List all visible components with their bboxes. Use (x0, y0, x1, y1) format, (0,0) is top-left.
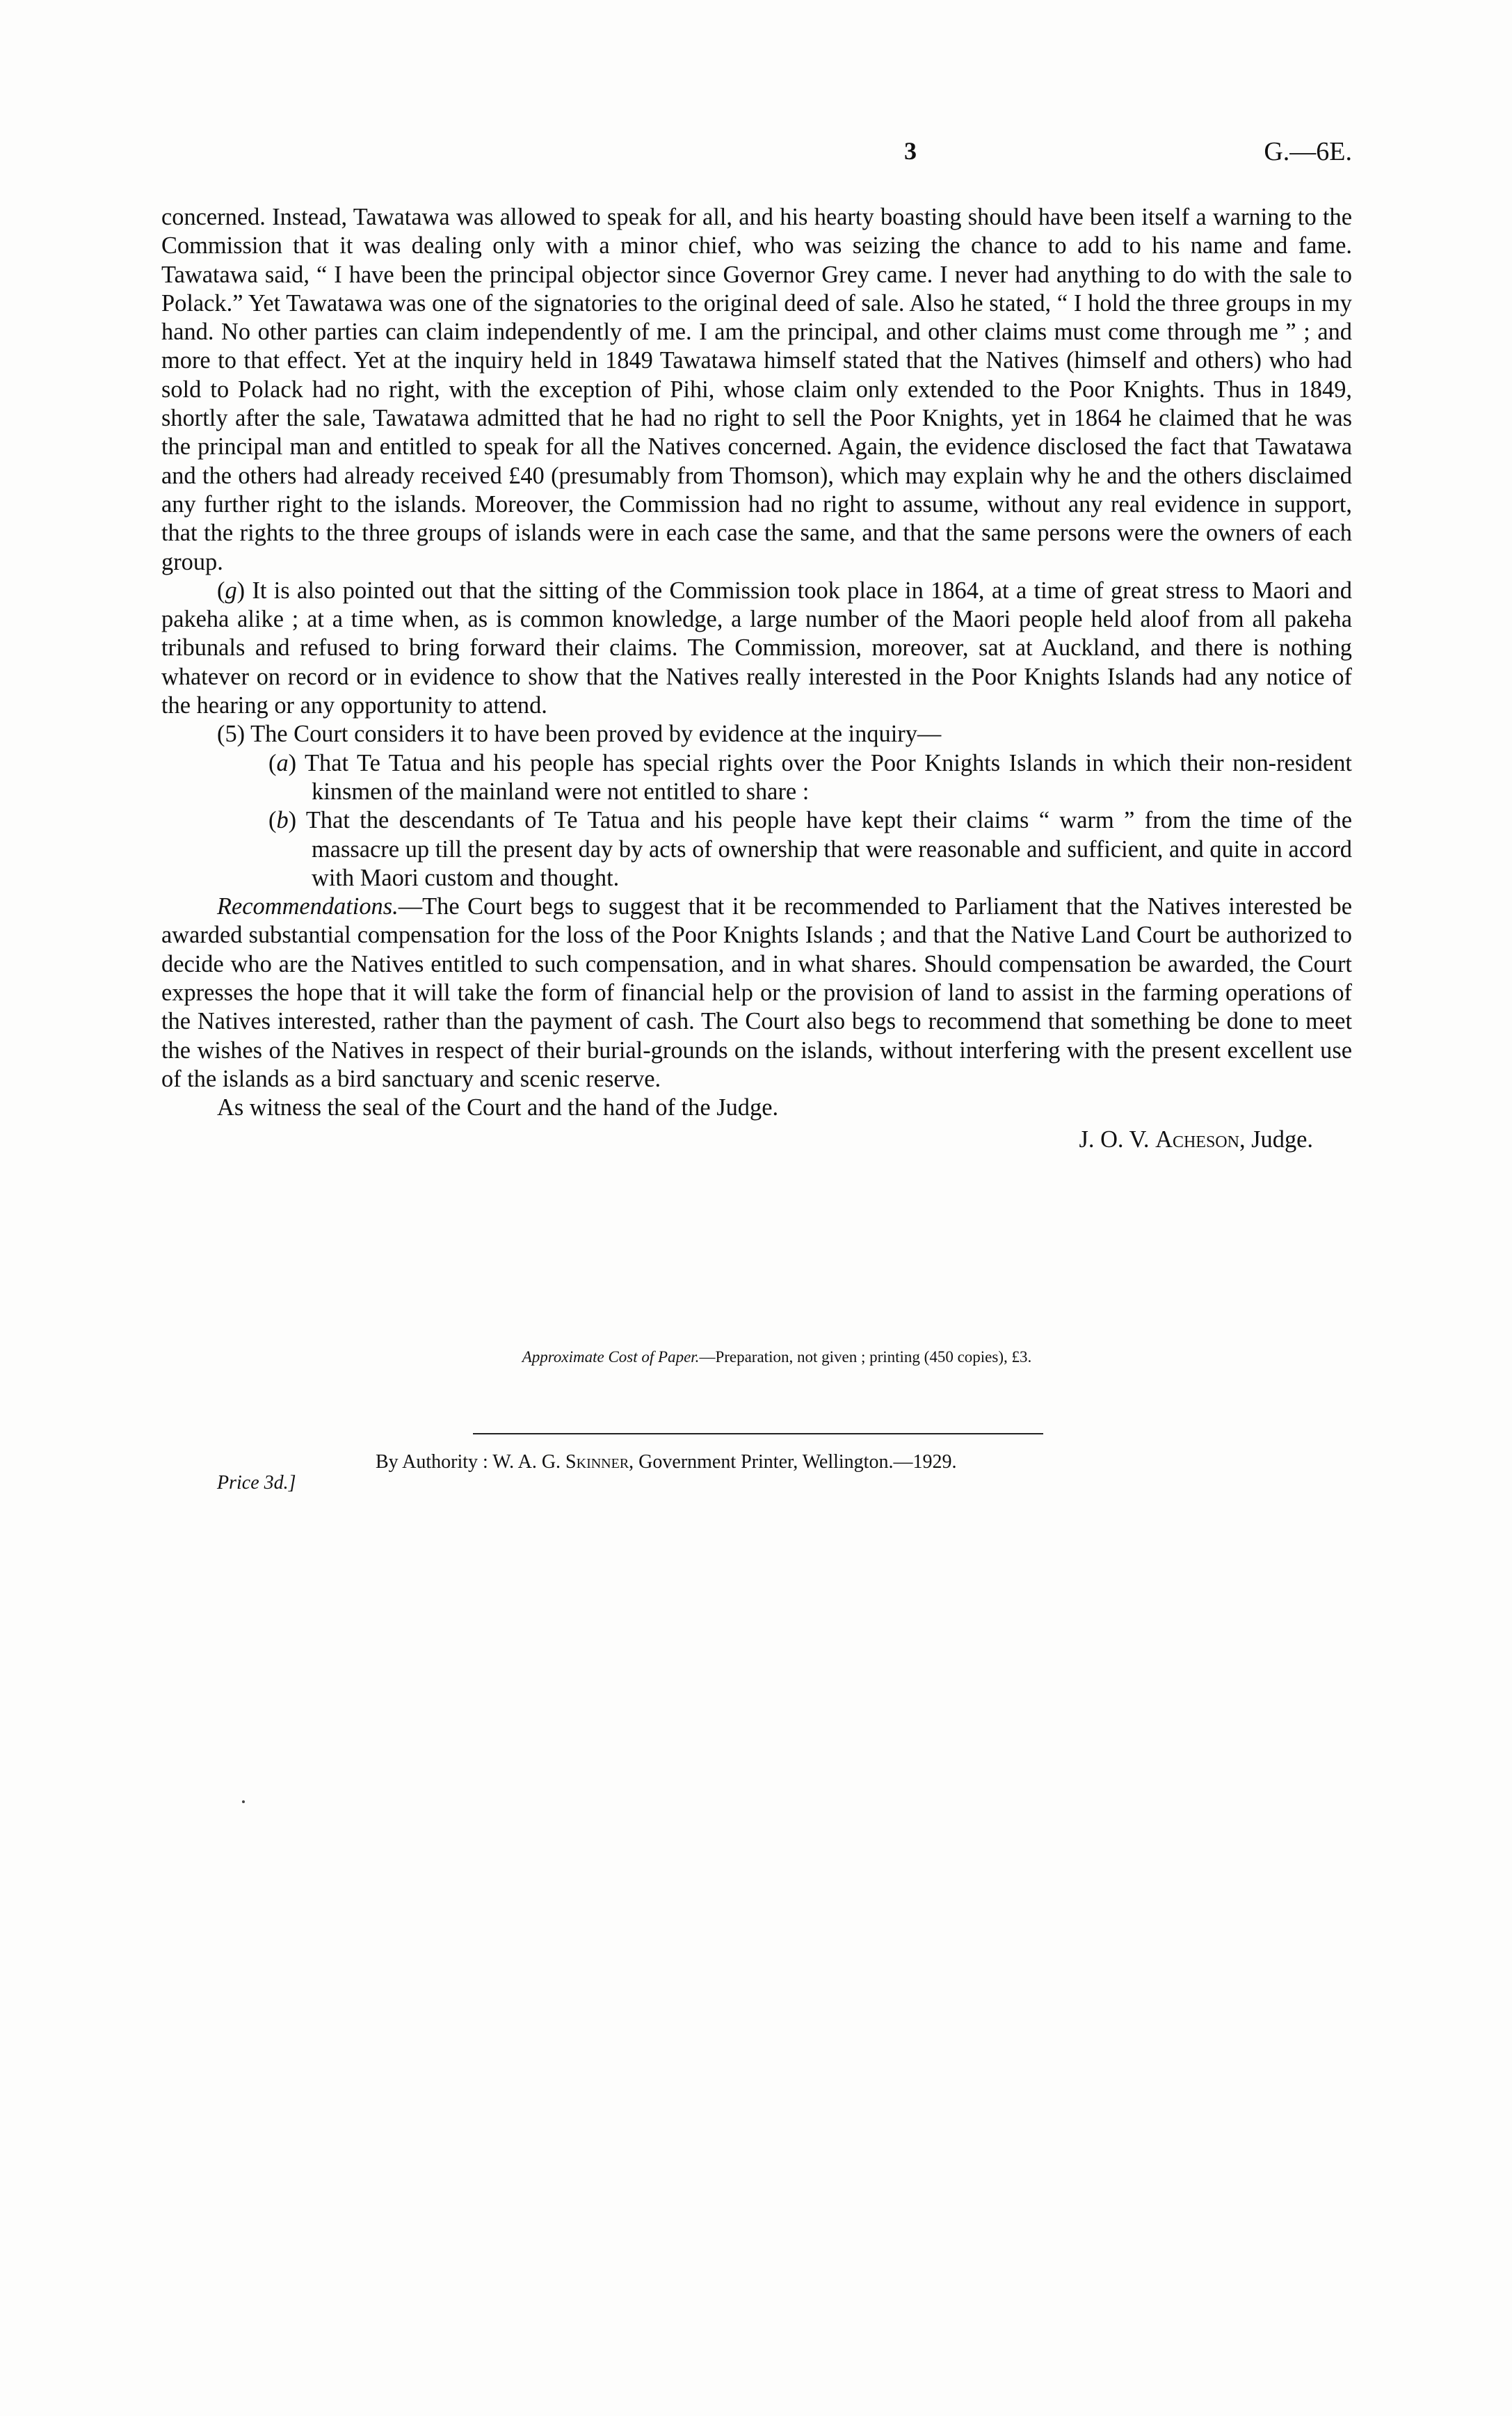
cost-of-paper-line: Approximate Cost of Paper.—Preparation, not given ; printing (450 copies), £3. (522, 1348, 1032, 1366)
authority-line: By Authority : W. A. G. Skinner, Government Printer, Wellington.—1929. (376, 1451, 957, 1473)
paragraph-g: (g) It is also pointed out that the sitting of the Commission took place in 1864, at a time of great stress to Maori and pakeha alike ; at a time when, as is common knowledge, a large number of the Maori people held aloof from all pakeha tribunals and refused to bring forward their claims. The Commission, moreover, sat at Auckland, and there is nothing whatever on record or in evidence to show that the Natives really interested in the Poor Knights Islands had any notice of the hearing or any opportunity to attend. (161, 577, 1352, 719)
document-code: G.—6E. (1264, 137, 1352, 166)
page-number: 3 (904, 137, 917, 165)
page-header (161, 136, 1352, 173)
scan-speck (242, 1800, 245, 1803)
footer-divider (473, 1433, 1043, 1434)
subparagraph-a: (a) That Te Tatua and his people has special rights over the Poor Knights Islands in which their non-resident kinsmen of the mainland were not entitled to share : (268, 749, 1352, 805)
paragraph-recommendations: Recommendations.—The Court begs to suggest that it be recommended to Parliament that the Natives interested be awarded substantial compensation for the loss of the Poor Knights Islands ; and that the Native Land Court be authorized to decide who are the Natives entitled to such compensation, and in what shares. Should compensation be awarded, the Court expresses the hope that it will take the form of financial help or the provision of land to assist in the farming operations of the Natives interested, rather than the payment of cash. The Court also begs to recommend that something be done to meet the wishes of the Natives in respect of their burial-grounds on the islands, without interfering with the present excellent use of the islands as a bird sanctuary and scenic reserve. (161, 893, 1352, 1092)
subparagraph-b: (b) That the descendants of Te Tatua and his people have kept their claims “ warm ” from the time of the massacre up till the present day by acts of ownership that were reasonable and sufficient, and quite in accord with Maori custom and thought. (268, 807, 1352, 891)
price-label: Price 3d.] (217, 1472, 296, 1494)
paragraph-5: (5) The Court considers it to have been proved by evidence at the inquiry— (217, 721, 942, 748)
paragraph-concerned: concerned. Instead, Tawatawa was allowed to speak for all, and his hearty boasting should have been itself a warning to the Commission that it was dealing only with a minor chief, who was seizing the chance to add to his name and fame. Tawatawa said, “ I have been the principal objector since Governor Grey came. I never had anything to do with the sale to Polack.” Yet Tawatawa was one of the signatories to the original deed of sale. Also he stated, “ I hold the three groups in my hand. No other parties can claim independently of me. I am the principal, and other claims must come through me ” ; and more to that effect. Yet at the inquiry held in 1849 Tawatawa himself stated that the Natives (himself and others) who had sold to Polack had no right, with the exception of Pihi, whose claim only extended to the Poor Knights. Thus in 1849, shortly after the sale, Tawatawa admitted that he had no right to sell the Poor Knights, yet in 1864 he claimed that he was the principal man and entitled to speak for all the Natives concerned. Again, the evidence disclosed the fact that Tawatawa and the others had already received £40 (presumably from Thomson), which may explain why he and the others disclaimed any further right to the islands. Moreover, the Commission had no right to assume, without any real evidence in support, that the rights to the three groups of islands were in each case the same, and that the same persons were the owners of each group. (161, 204, 1352, 575)
body-text (161, 203, 1352, 1154)
paragraph-witness: As witness the seal of the Court and the hand of the Judge. (217, 1094, 779, 1121)
judge-signature: J. O. V. Acheson, Judge. (1079, 1126, 1313, 1153)
